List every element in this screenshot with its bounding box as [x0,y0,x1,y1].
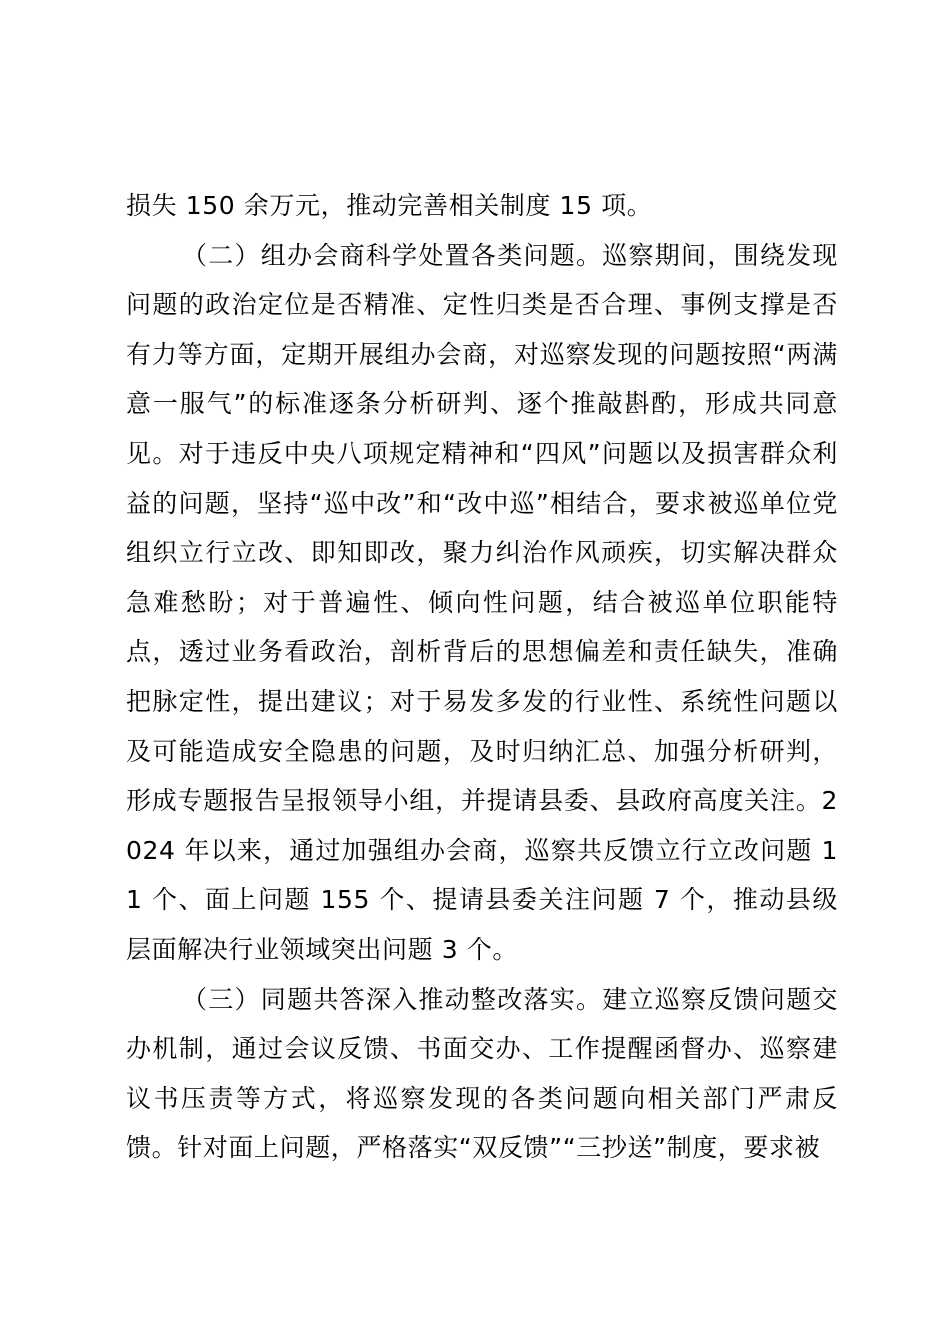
paragraph-continuation: 损失 150 余万元，推动完善相关制度 15 项。 [126,191,653,220]
paragraph-section-two: （二）组办会商科学处置各类问题。巡察期间，围绕发现问题的政治定位是否精准、定性归类是否合理、事例支撑是否有力等方面，定期开展组办会商，对巡察发现的问题按照“两满意一服气”的标准逐条分析研判、逐个推敲斟酌，形成共同意见。对于违反中央八项规定精神和“四风”问题以及损害群众利益的问题，坚持“巡中改”和“改中巡”相结合，要求被巡单位党组织立行立改、即知即改，聚力纠治作风顽疾，切实解决群众急难愁盼；对于普遍性、倾向性问题，结合被巡单位职能特点，透过业务看政治，剖析背后的思想偏差和责任缺失，准确把脉定性，提出建议；对于易发多发的行业性、系统性问题以及可能造成安全隐患的问题，及时归纳汇总、加强分析研判，形成专题报告呈报领导小组，并提请县委、县政府高度关注。2024 年以来，通过加强组办会商，巡察共反馈立行立改问题 11 个、面上问题 155 个、提请县委关注问题 7 个，推动县级层面解决行业领域突出问题 3 个。 [126,240,838,964]
paragraph-section-three: （三）同题共答深入推动整改落实。建立巡察反馈问题交办机制，通过会议反馈、书面交办、工作提醒函督办、巡察建议书压责等方式，将巡察发现的各类问题向相关部门严肃反馈。针对面上问题，严格落实“双反馈”“三抄送”制度，要求被 [126,984,838,1163]
document-body [126,181,838,1173]
